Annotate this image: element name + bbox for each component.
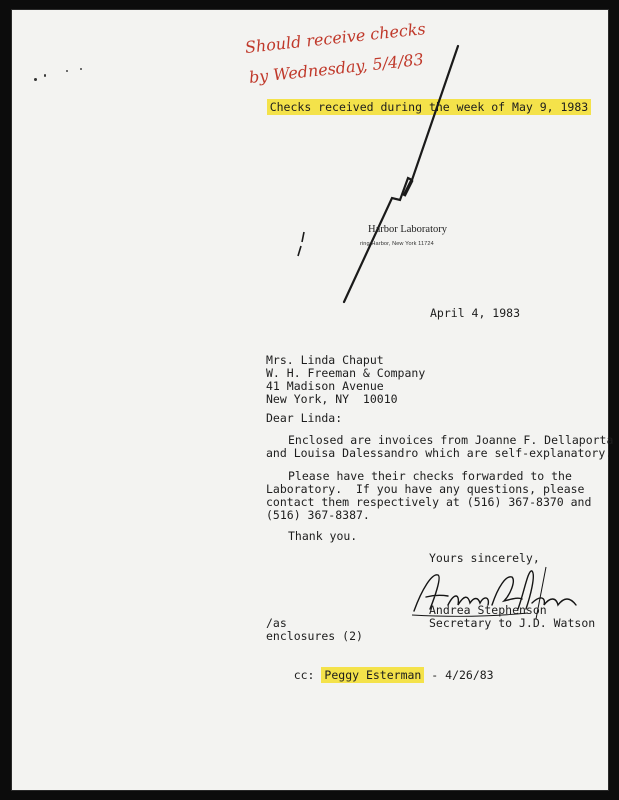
salutation: Dear Linda: <box>266 411 343 425</box>
recipient-name: Mrs. Linda Chaput <box>266 353 384 367</box>
checks-received-text: Checks received during the week of May 9, 1983 <box>267 99 592 115</box>
body-paragraph1-line1: Enclosed are invoices from Joanne F. Dellaporta <box>288 433 614 447</box>
signer-title: Secretary to J.D. Watson <box>429 616 596 630</box>
enclosures-note: enclosures (2) <box>266 629 363 643</box>
handwritten-note-line2: by Wednesday, 5/4/83 <box>248 49 425 87</box>
complimentary-close: Yours sincerely, <box>429 551 540 565</box>
paper-speck <box>80 68 82 70</box>
body-paragraph2-line3: contact them respectively at (516) 367-8370 and <box>266 495 592 509</box>
paper-speck <box>44 74 46 77</box>
typist-initials: /as <box>266 616 287 630</box>
cc-name: Peggy Esterman <box>321 667 424 683</box>
thank-you-line: Thank you. <box>288 529 358 543</box>
cc-date: - 4/26/83 <box>431 668 494 683</box>
cc-line <box>266 656 494 696</box>
body-paragraph2-line4: (516) 367-8387. <box>266 508 370 522</box>
letter-page <box>12 10 614 790</box>
handwritten-note-line1: Should receive checks <box>244 19 427 57</box>
body-paragraph1-line2: and Louisa Dalessandro which are self-explanatory. <box>266 446 613 460</box>
pen-tick-mark <box>296 230 308 260</box>
letterhead-address: ring Harbor, New York 11724 <box>360 241 434 247</box>
recipient-street: 41 Madison Avenue <box>266 379 384 393</box>
pen-stroke-mark <box>330 40 470 310</box>
paper-speck <box>34 78 37 81</box>
letter-date: April 4, 1983 <box>430 306 521 320</box>
recipient-company: W. H. Freeman & Company <box>266 366 426 380</box>
cc-label: cc: <box>293 668 315 683</box>
letterhead-name: Harbor Laboratory <box>368 224 448 235</box>
body-paragraph2-line2: Laboratory. If you have any questions, please <box>266 482 585 496</box>
body-paragraph2-line1: Please have their checks forwarded to the <box>288 469 572 483</box>
recipient-city: New York, NY 10010 <box>266 392 398 406</box>
paper-speck <box>66 70 68 72</box>
signer-name: Andrea Stephenson <box>429 603 547 617</box>
